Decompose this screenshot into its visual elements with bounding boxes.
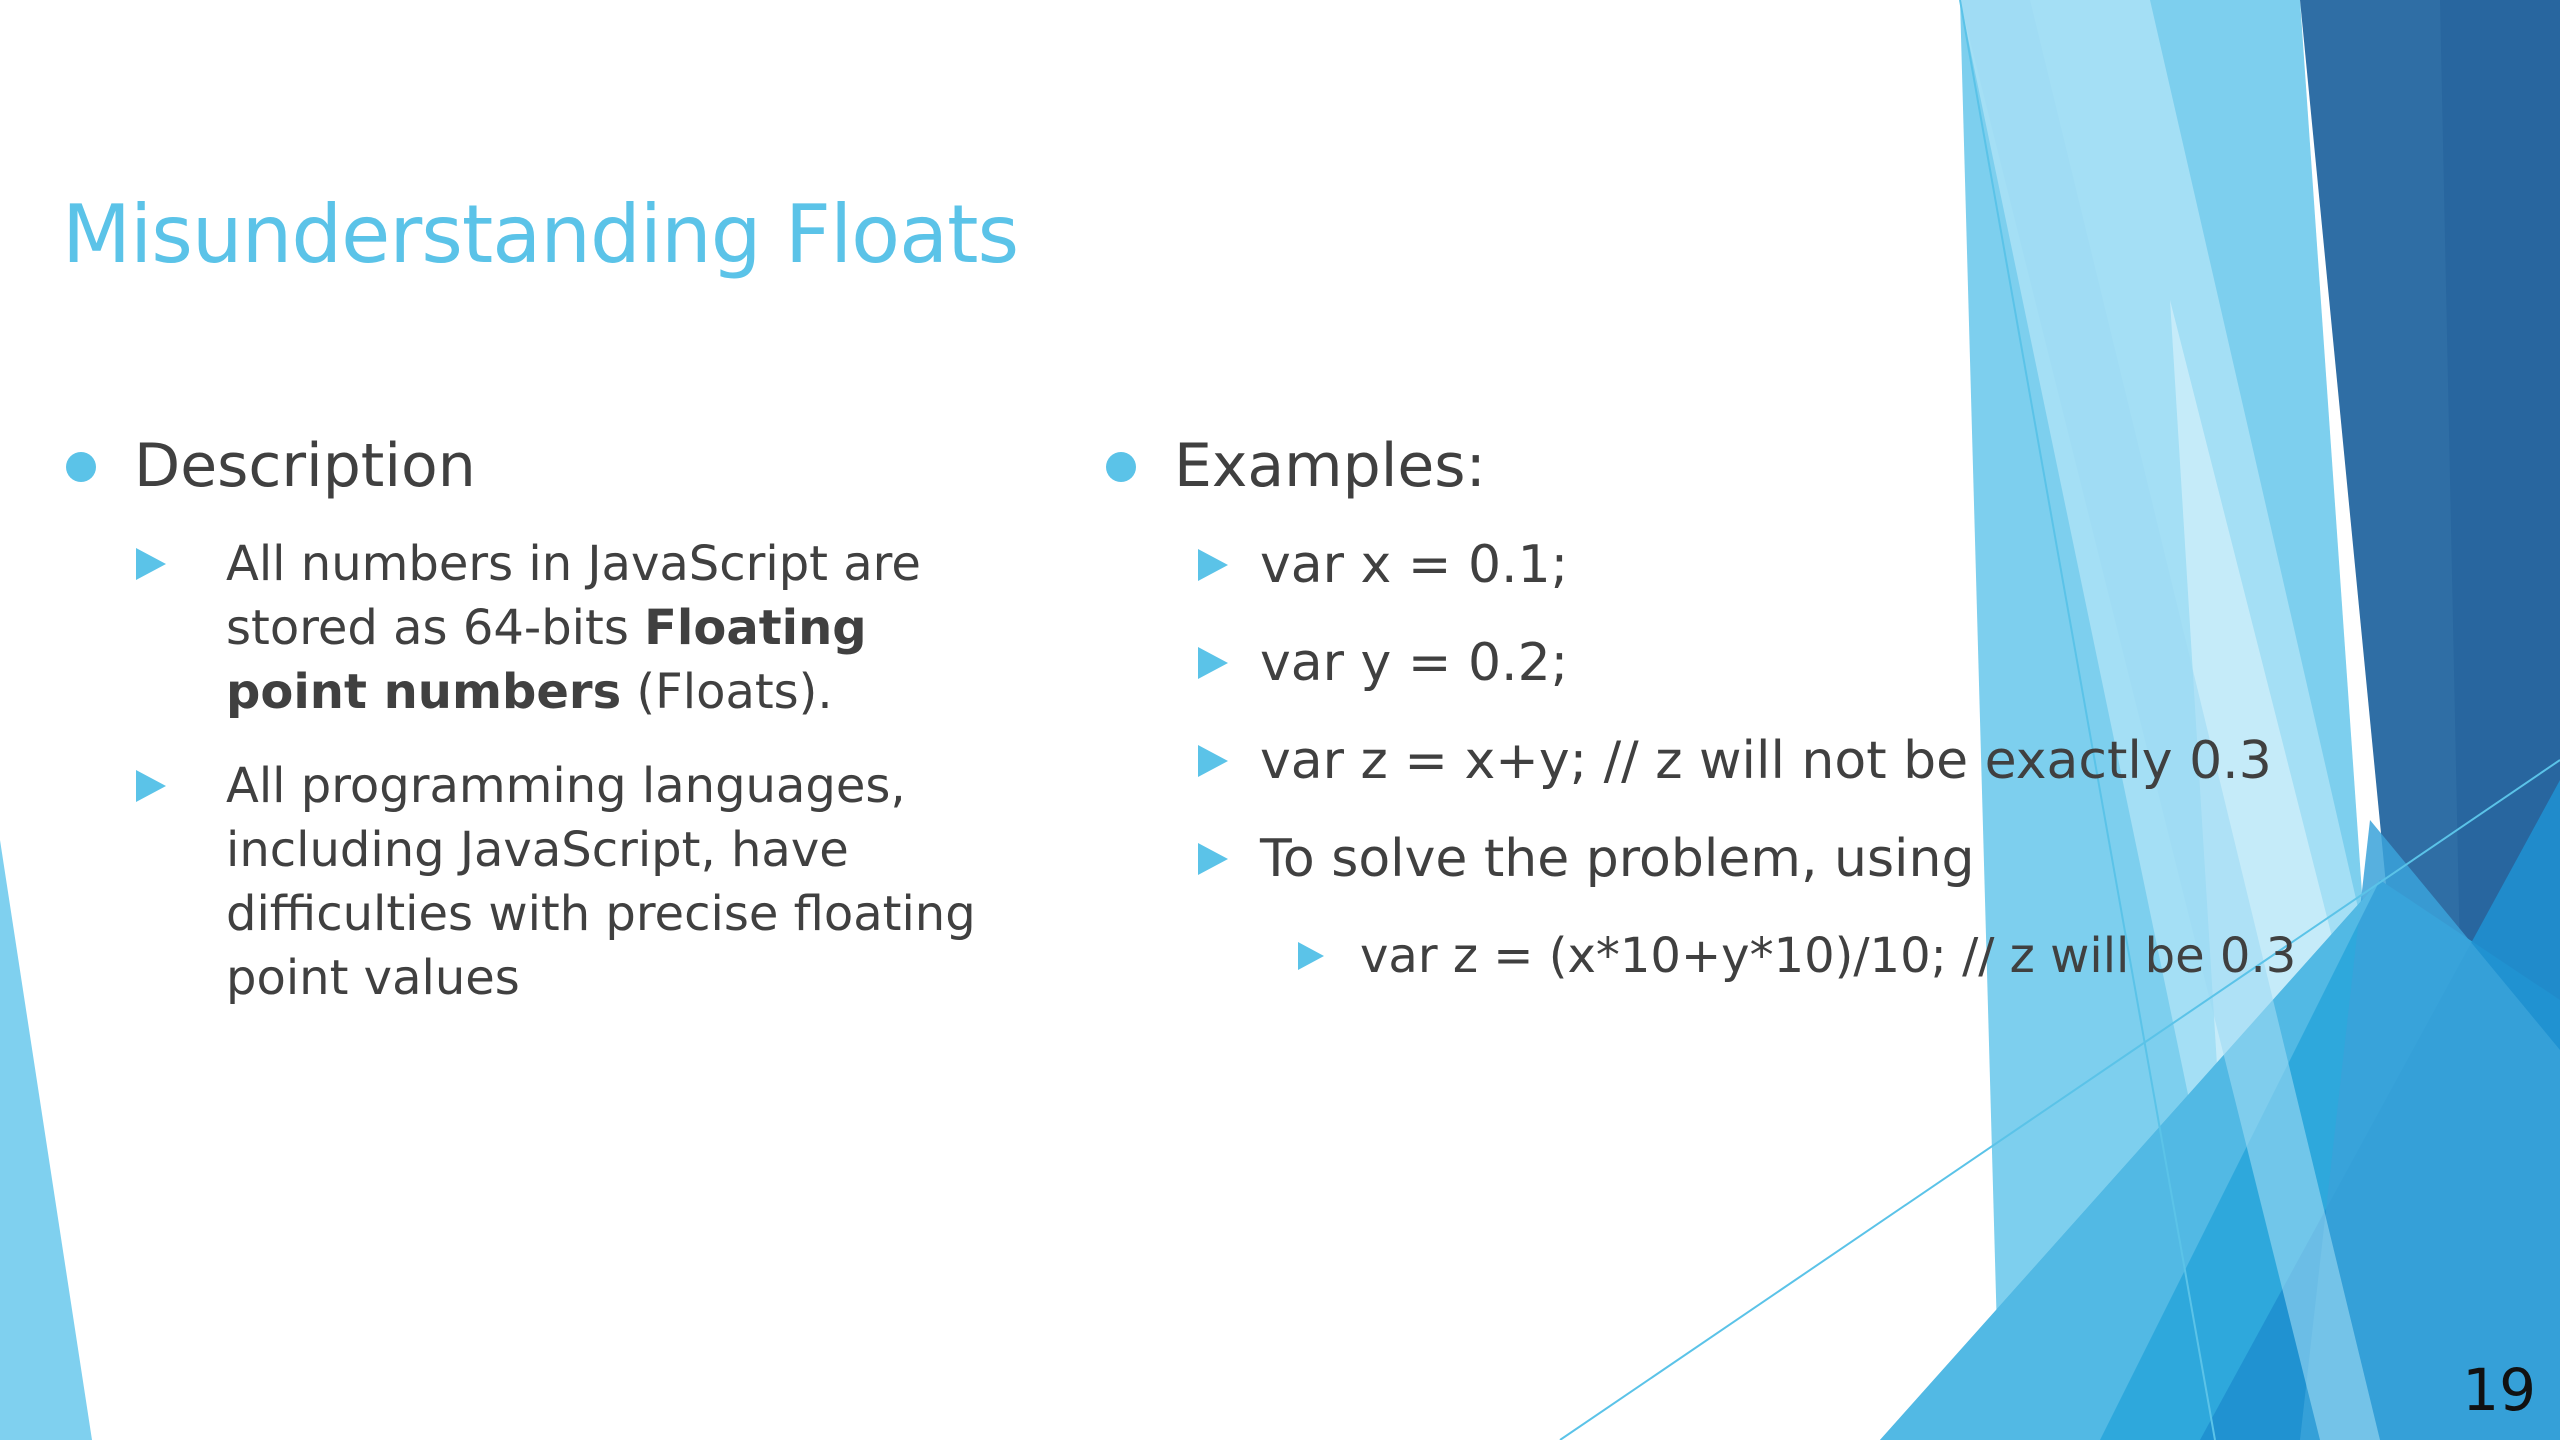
example-bullet-3-text: var z = x+y; // z will not be exactly 0.3 <box>1260 731 2272 791</box>
description-bullet-1 <box>136 532 1022 724</box>
example-bullet-1 <box>1198 532 2402 598</box>
example-bullet-4 <box>1198 826 2402 892</box>
bullet-arrow-icon <box>1198 647 1228 679</box>
example-bullet-1-text: var x = 0.1; <box>1260 535 1569 595</box>
example-bullet-4-text: To solve the problem, using <box>1260 829 1975 889</box>
description-column <box>62 428 1022 1010</box>
page-number: 19 <box>2462 1356 2536 1424</box>
bullet-arrow-icon <box>136 770 166 802</box>
description-bullet-2-text: All programming languages, including JavaScript, have difficulties with precise floating point values <box>226 758 976 1006</box>
description-bullet-1-pre: All numbers in JavaScript are stored as 64-bits <box>226 536 921 656</box>
description-bullet-1-bold: Floating point numbers <box>226 600 867 720</box>
examples-heading-item <box>1102 428 2402 504</box>
sub-bullet-arrow-icon <box>1298 942 1324 970</box>
bullet-arrow-icon <box>1198 843 1228 875</box>
description-heading: Description <box>134 431 476 501</box>
example-sub-bullet-1-text: var z = (x*10+y*10)/10; // z will be 0.3 <box>1360 928 2297 984</box>
bullet-dot-icon <box>66 452 96 482</box>
example-bullet-2 <box>1198 630 2402 696</box>
description-heading-item <box>62 428 1022 504</box>
bullet-arrow-icon <box>1198 745 1228 777</box>
example-sub-bullet-1 <box>1298 924 2402 988</box>
bullet-arrow-icon <box>136 548 166 580</box>
examples-column <box>1102 428 2402 988</box>
examples-heading: Examples: <box>1174 431 1486 501</box>
example-bullet-2-text: var y = 0.2; <box>1260 633 1569 693</box>
slide-title: Misunderstanding Floats <box>62 188 1019 281</box>
example-bullet-3 <box>1198 728 2402 794</box>
description-bullet-1-post: (Floats). <box>621 664 833 720</box>
bullet-dot-icon <box>1106 452 1136 482</box>
description-bullet-2 <box>136 754 1022 1010</box>
bullet-arrow-icon <box>1198 549 1228 581</box>
